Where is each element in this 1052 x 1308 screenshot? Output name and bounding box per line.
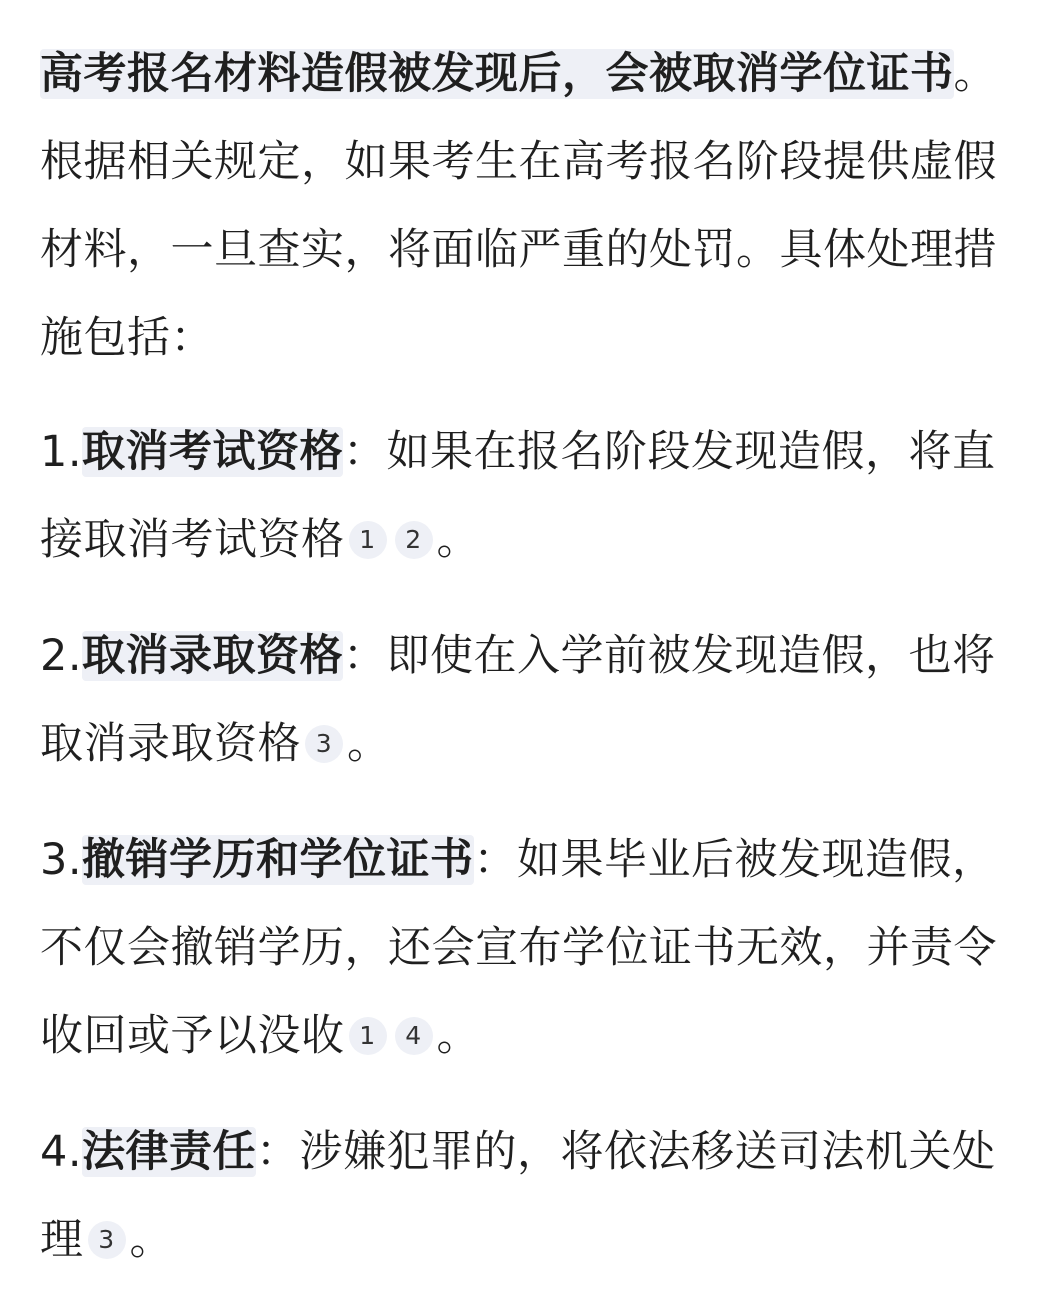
citation-badge[interactable]: 1 xyxy=(349,521,387,559)
intro-highlight: 高考报名材料造假被发现后，会被取消学位证书 xyxy=(40,49,954,99)
item-title: 取消考试资格 xyxy=(82,427,344,477)
list-item xyxy=(40,408,1014,584)
citation-badge[interactable]: 1 xyxy=(349,1017,387,1055)
list-item xyxy=(40,816,1014,1080)
citation-badge[interactable]: 4 xyxy=(395,1017,433,1055)
intro-paragraph xyxy=(40,30,1014,382)
item-title: 法律责任 xyxy=(82,1127,257,1177)
item-end: 。 xyxy=(436,515,480,565)
item-text: ：如果在报名阶段发现造假，将直接取消考试资格 xyxy=(40,427,996,565)
item-number: 1. xyxy=(40,427,83,477)
item-title: 取消录取资格 xyxy=(82,631,344,681)
item-number: 3. xyxy=(40,835,83,885)
item-title: 撤销学历和学位证书 xyxy=(82,835,474,885)
item-number: 4. xyxy=(40,1127,83,1177)
item-end: 。 xyxy=(347,719,391,769)
list-item xyxy=(40,1108,1014,1284)
citation-badge[interactable]: 3 xyxy=(88,1221,126,1259)
item-number: 2. xyxy=(40,631,83,681)
item-text: ：即使在入学前被发现造假，也将取消录取资格 xyxy=(40,631,996,769)
list-item xyxy=(40,612,1014,788)
item-text: ：如果毕业后被发现造假，不仅会撤销学历，还会宣布学位证书无效，并责令收回或予以没收 xyxy=(40,835,997,1061)
item-end: 。 xyxy=(436,1011,480,1061)
citation-badge[interactable]: 3 xyxy=(305,725,343,763)
item-end: 。 xyxy=(129,1215,173,1265)
item-text: ：涉嫌犯罪的，将依法移送司法机关处理 xyxy=(40,1127,996,1265)
citation-badge[interactable]: 2 xyxy=(395,521,433,559)
intro-text: 。根据相关规定，如果考生在高考报名阶段提供虚假材料，一旦查实，将面临严重的处罚。具体处理措施包括： xyxy=(40,49,997,363)
